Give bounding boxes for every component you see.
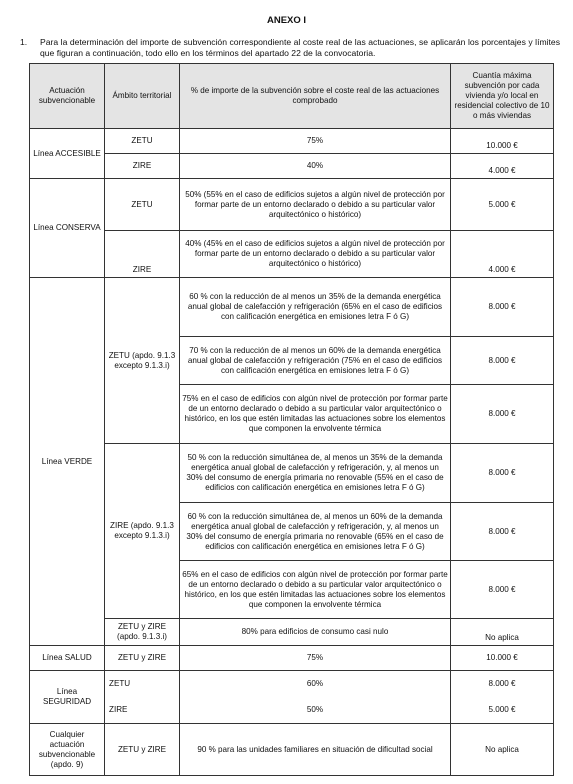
linea-verde: Línea VERDE (30, 278, 105, 646)
seguridad-zire-pct: 50% (306, 705, 324, 714)
table-row (30, 129, 554, 154)
amount-cell: 8.000 € (451, 561, 554, 619)
ambito-cell: ZETU (apdo. 9.1.3 excepto 9.1.3.i) (105, 278, 180, 444)
pct-cell (180, 671, 451, 724)
ambito-cell: ZETU (105, 129, 180, 154)
linea-accesible: Línea ACCESIBLE (30, 129, 105, 179)
amount-cell: No aplica (451, 619, 554, 646)
seguridad-zetu: ZETU (109, 679, 131, 688)
amount-cell: No aplica (451, 724, 554, 776)
table-row (30, 619, 554, 646)
pct-cell: 40% (45% en el caso de edificios sujetos a algún nivel de protección por formar parte de un entorno declarado o debido a su particular valor arquitectónico o histórico) (180, 231, 451, 278)
pct-cell: 50% (55% en el caso de edificios sujetos a algún nivel de protección por formar parte de un entorno declarado o debido a su particular valor arquitectónico o histórico) (180, 179, 451, 231)
amount-cell: 8.000 € (451, 503, 554, 561)
pct-cell: 40% (180, 154, 451, 179)
linea-salud: Línea SALUD (30, 646, 105, 671)
intro-number: 1. (20, 37, 28, 47)
linea-seguridad: Línea SEGURIDAD (30, 671, 105, 724)
ambito-cell: ZIRE (apdo. 9.1.3 excepto 9.1.3.i) (105, 444, 180, 619)
amount-cell: 4.000 € (451, 154, 554, 179)
table-row (30, 231, 554, 278)
ambito-cell (105, 671, 180, 724)
amount-cell: 8.000 € (451, 444, 554, 503)
amount-cell: 8.000 € (451, 337, 554, 385)
header-row (30, 64, 554, 129)
linea-conserva: Línea CONSERVA (30, 179, 105, 278)
amount-cell: 10.000 € (451, 646, 554, 671)
table-row (30, 671, 554, 724)
pct-cell: 75% (180, 129, 451, 154)
amount-cell: 5.000 € (451, 179, 554, 231)
amount-cell: 8.000 € (451, 385, 554, 444)
pct-cell: 70 % con la reducción de al menos un 60% de la demanda energética anual global de calefacción y refrigeración (75% en el caso de edificios con calificación energética en emisiones letra F ó G) (180, 337, 451, 385)
table-row (30, 154, 554, 179)
amount-cell (451, 671, 554, 724)
header-actuacion: Actuación subvencionable (30, 64, 105, 129)
table-row (30, 646, 554, 671)
pct-cell: 90 % para las unidades familiares en situación de dificultad social (180, 724, 451, 776)
amount-cell: 4.000 € (451, 231, 554, 278)
intro-paragraph (20, 37, 560, 59)
pct-cell: 65% en el caso de edificios con algún nivel de protección por formar parte de un entorno declarado o debido a su particular valor arquitectónico o histórico, en los que estén limitadas las actuaciones sobre los elementos que componen la envolvente térmica (180, 561, 451, 619)
header-porcentaje: % de importe de la subvención sobre el coste real de las actuaciones comprobado (180, 64, 451, 129)
seguridad-zetu-pct: 60% (306, 679, 324, 688)
seguridad-zire-amt: 5.000 € (488, 705, 516, 714)
header-ambito: Ámbito territorial (105, 64, 180, 129)
pct-cell: 60 % con la reducción de al menos un 35% de la demanda energética anual global de calefacción y refrigeración (65% en el caso de edificios con calificación energética en emisiones letra F ó G) (180, 278, 451, 337)
pct-cell: 60 % con la reducción simultánea de, al menos un 60% de la demanda energética anual global de calefacción y refrigeración, y, al menos un 30% del consumo de energía primaria no renovable (65% en el caso de edificios con calificación energética en emisiones letra F ó G) (180, 503, 451, 561)
header-cuantia: Cuantía máxima subvención por cada vivienda y/o local en residencial colectivo de 10 o más viviendas (451, 64, 554, 129)
ambito-cell: ZIRE (105, 231, 180, 278)
subsidy-table (29, 63, 554, 776)
ambito-cell: ZIRE (105, 154, 180, 179)
ambito-cell: ZETU y ZIRE (apdo. 9.1.3.i) (105, 619, 180, 646)
ambito-cell: ZETU y ZIRE (105, 646, 180, 671)
pct-cell: 80% para edificios de consumo casi nulo (180, 619, 451, 646)
amount-cell: 8.000 € (451, 278, 554, 337)
pct-cell: 50 % con la reducción simultánea de, al menos un 35% de la demanda energética anual global de calefacción y refrigeración, y, al menos un 30% del consumo de energía primaria no renovable (55% en el caso de edificios con calificación energética en emisiones letra F ó G) (180, 444, 451, 503)
pct-cell: 75% (180, 646, 451, 671)
table-row (30, 179, 554, 231)
ambito-cell: ZETU y ZIRE (105, 724, 180, 776)
seguridad-zire: ZIRE (109, 705, 128, 714)
table-row (30, 278, 554, 337)
seguridad-zetu-amt: 8.000 € (488, 679, 516, 688)
amount-cell: 10.000 € (451, 129, 554, 154)
intro-text: Para la determinación del importe de subvención correspondiente al coste real de las actuaciones, se aplicarán los porcentajes y límites que figuran a continuación, todo ello en los términos del apartado 22 de la convocatoria. (40, 37, 560, 58)
table-row (30, 724, 554, 776)
linea-cualquier: Cualquier actuación subvencionable (apdo. 9) (30, 724, 105, 776)
document-title: ANEXO I (266, 15, 307, 26)
ambito-cell: ZETU (105, 179, 180, 231)
table-row (30, 444, 554, 503)
pct-cell: 75% en el caso de edificios con algún nivel de protección por formar parte de un entorno declarado o debido a su particular valor arquitectónico o histórico, en los que estén limitadas las actuaciones sobre los elementos que componen la envolvente térmica (180, 385, 451, 444)
